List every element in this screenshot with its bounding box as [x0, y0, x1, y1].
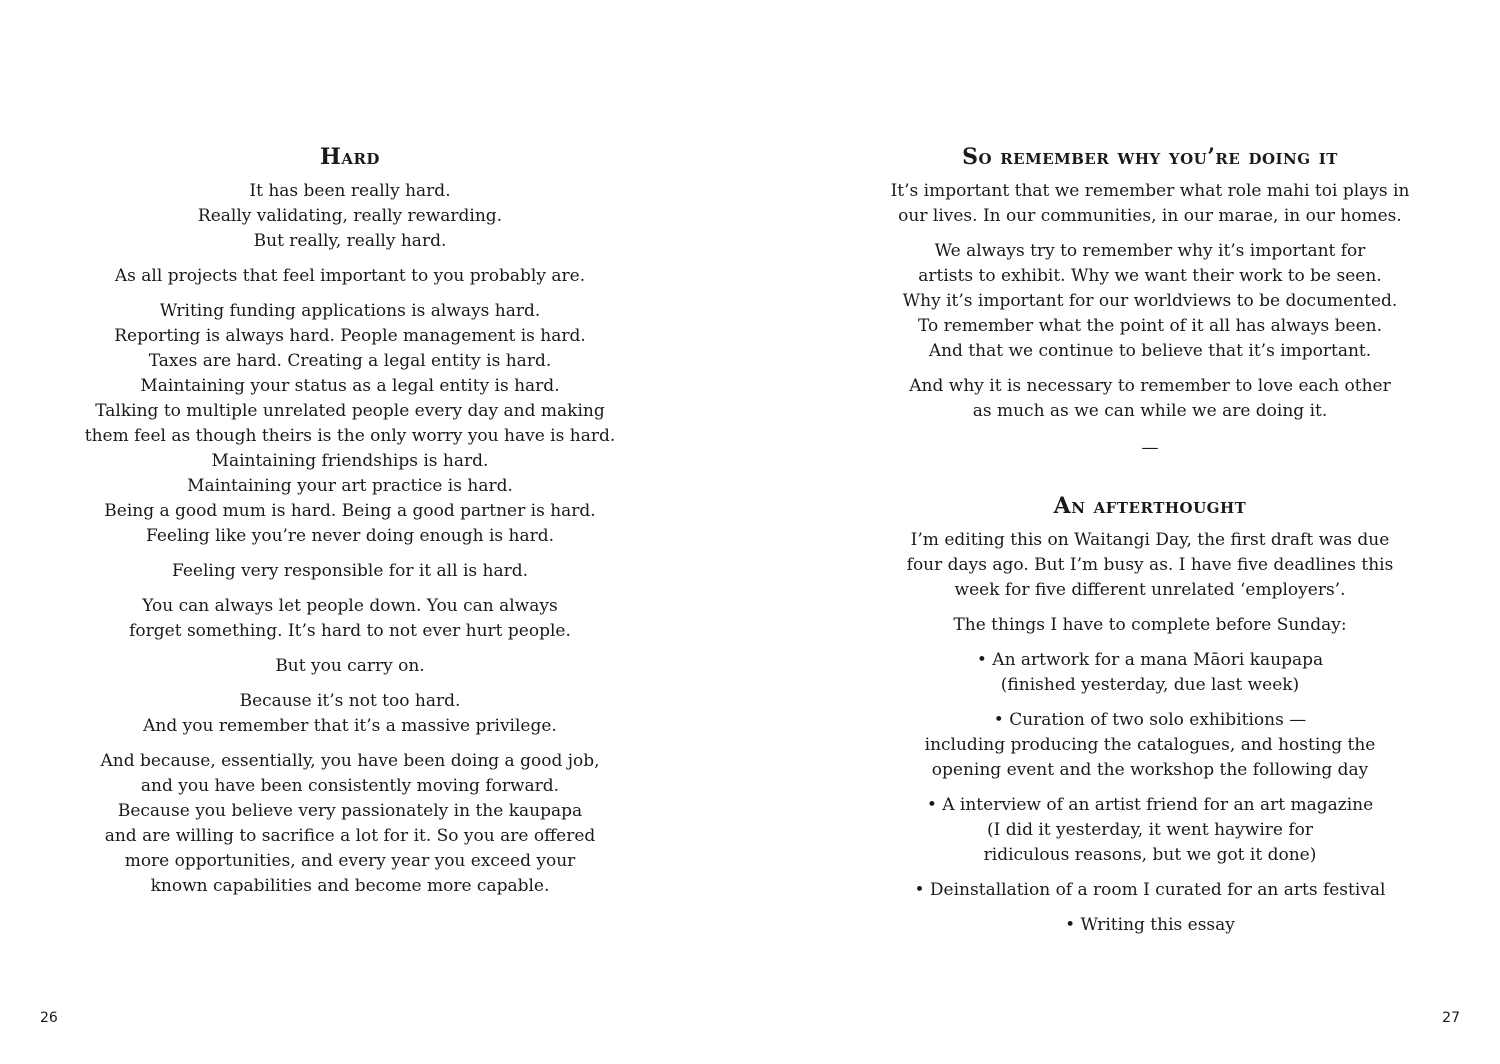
- right-text-column: [885, 142, 1415, 948]
- paragraph: It has been really hard. Really validating, really rewarding. But really, really hard.: [197, 181, 503, 251]
- paragraph: The things I have to complete before Sunday:: [953, 615, 1347, 635]
- paragraph: I’m editing this on Waitangi Day, the first draft was due four days ago. But I’m busy as. I have five deadlines this week for five different unrelated ‘employers’.: [906, 530, 1394, 600]
- bullet-item: • Writing this essay: [1065, 915, 1235, 935]
- paragraph: Writing funding applications is always hard. Reporting is always hard. People management is hard. Taxes are hard. Creating a legal entity is hard. Maintaining your status as a legal entity is hard. Talking to multiple unrelated people every day and making them feel as though theirs is the only worry you have is hard. Maintaining friendships is hard. Maintaining your art practice is hard. Being a good mum is hard. Being a good partner is hard. Feeling like you’re never doing enough is hard.: [84, 301, 616, 546]
- paragraph: Because it’s not too hard. And you remember that it’s a massive privilege.: [143, 691, 557, 736]
- paragraph: You can always let people down. You can always forget something. It’s hard to not ever hurt people.: [129, 596, 571, 641]
- section-heading-afterthought: An afterthought: [1053, 493, 1247, 519]
- bullet-item: • Deinstallation of a room I curated for an arts festival: [914, 880, 1386, 900]
- page-number-left: 26: [40, 1010, 58, 1026]
- bullet-item: • A interview of an artist friend for an art magazine (I did it yesterday, it went haywire for ridiculous reasons, but we got it done): [926, 795, 1374, 865]
- bullet-item: • An artwork for a mana Māori kaupapa (finished yesterday, due last week): [976, 650, 1324, 695]
- paragraph: Feeling very responsible for it all is hard.: [171, 561, 529, 581]
- page-number-right: 27: [1442, 1010, 1460, 1026]
- right-page: [750, 0, 1500, 1064]
- section-heading-remember: So remember why you’re doing it: [962, 144, 1338, 170]
- section-divider: —: [1141, 438, 1159, 458]
- paragraph: And why it is necessary to remember to love each other as much as we can while we are doing it.: [909, 376, 1391, 421]
- section-heading-hard: Hard: [320, 144, 380, 170]
- paragraph: As all projects that feel important to you probably are.: [114, 266, 586, 286]
- paragraph: It’s important that we remember what role mahi toi plays in our lives. In our communities, in our marae, in our homes.: [890, 181, 1410, 226]
- paragraph: And because, essentially, you have been doing a good job, and you have been consistently moving forward. Because you believe very passionately in the kaupapa and are willing to sacrifice a lot for it. So you are offered more opportunities, and every year you exceed your known capabilities and become more capable.: [100, 751, 600, 896]
- paragraph: But you carry on.: [275, 656, 425, 676]
- left-text-column: [80, 142, 620, 909]
- paragraph: We always try to remember why it’s important for artists to exhibit. Why we want their work to be seen. Why it’s important for our worldviews to be documented. To remember what the point of it all has always been. And that we continue to believe that it’s important.: [902, 241, 1398, 361]
- bullet-item: • Curation of two solo exhibitions — including producing the catalogues, and hosting the opening event and the workshop the following day: [924, 710, 1376, 780]
